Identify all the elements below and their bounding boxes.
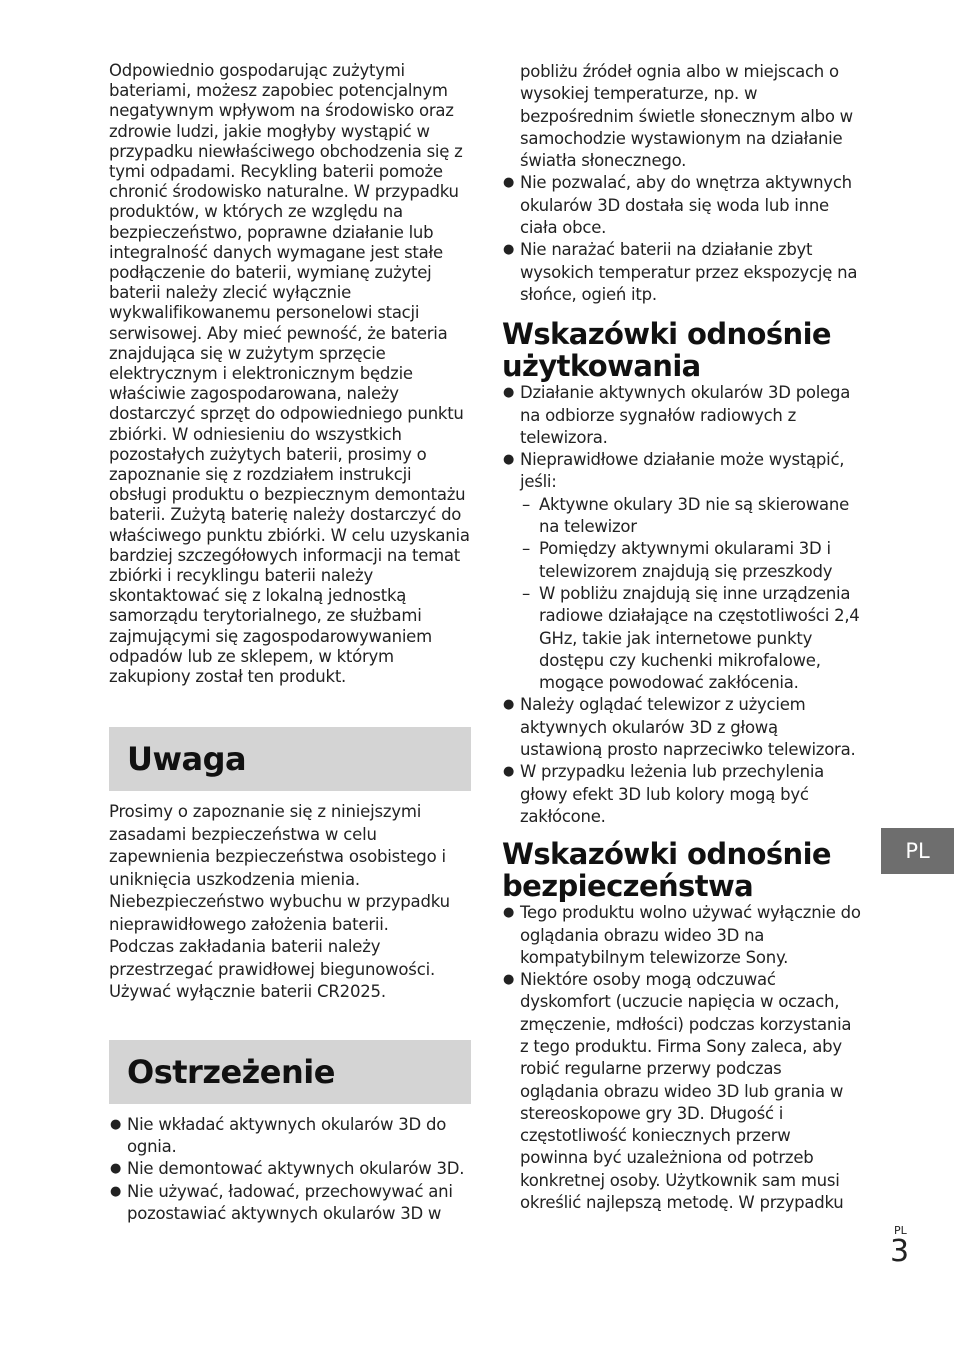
sub-list-item: – Pomiędzy aktywnymi okularami 3D i telewizorem znajdują się przeszkody bbox=[522, 539, 833, 581]
usage-sub-list bbox=[520, 494, 862, 695]
list-item: ● Niektóre osoby mogą odczuwać dyskomfort (uczucie napięcia w oczach, zmęczenie, mdłości) podczas korzystania z tego produktu. Firma Sony zaleca, aby robić regularne przerwy podczas oglądania obrazu wideo 3D lub grania w stereoskopowe gry 3D. Długość i częstotliwość koniecznych przerw powinna być uzależniona od potrzeb konkretnej osoby. Użytkownik sam musi określić najlepszą metodę. W przypadku bbox=[503, 970, 852, 1213]
dash-icon: – bbox=[522, 583, 530, 603]
uwaga-line: uniknięcia uszkodzenia mienia. bbox=[109, 869, 360, 889]
ostrzezenie-header bbox=[109, 1040, 471, 1104]
list-item: ● Nie narażać baterii na działanie zbyt wysokich temperatur przez ekspozycję na słońce, ogień itp. bbox=[503, 240, 858, 304]
battery-recycling-paragraph: Odpowiednio gospodarując zużytymi bateriami, możesz zapobiec potencjalnym negatywnym wpływom na środowisko oraz zdrowie ludzi, jakie mogłyby wystąpić w przypadku niewłaściwego obchodzenia się z tymi odpadami. Recykling baterii pomoże chronić środowisko naturalne. W przypadku produktów, w których ze względu na bezpieczeństwo, poprawne działanie lub integralność danych wymagane jest stałe podłączenie do baterii, wymianę zużytej baterii należy zlecić wyłącznie wykwalifikowanemu personelowi stacji serwisowej. Aby mieć pewność, że bateria znajdująca się w zużytym sprzęcie elektrycznym i elektronicznym będzie właściwie zagospodarowana, należy dostarczyć sprzęt do odpowiedniego punktu zbiórki. W odniesieniu do wszystkich pozostałych zużytych baterii, prosimy o zapoznanie się z rozdziałem instrukcji obsługi produktu o bezpiecznym demontażu baterii. Zużytą baterię należy dostarczyć do właściwego punktu zbiórki. W celu uzyskania bardziej szczegółowych informacji na temat zbiórki i recyklingu baterii należy skontaktować się z lokalną jednostką samorządu terytorialnego, ze służbami zajmującymi się zagospodarowywaniem odpadów lub ze sklepem, w którym zakupiony został ten produkt. bbox=[109, 61, 470, 687]
uwaga-title: Uwaga bbox=[127, 740, 247, 779]
safety-heading: Wskazówki odnośnie bezpieczeństwa bbox=[502, 837, 831, 904]
bullet-icon: ● bbox=[503, 242, 515, 258]
sub-list-item: – W pobliżu znajdują się inne urządzenia radiowe działające na częstotliwości 2,4 GHz, takie jak internetowe punkty dostępu czy kuchenki mikrofalowe, mogące powodować zakłócenia. bbox=[522, 583, 860, 693]
list-item: ● Nie wkładać aktywnych okularów 3D do ognia. bbox=[110, 1114, 447, 1157]
usage-list bbox=[502, 382, 862, 828]
bullet-icon: ● bbox=[110, 1161, 122, 1177]
bullet-icon: ● bbox=[503, 905, 515, 921]
ostrzezenie-list bbox=[109, 1114, 471, 1225]
bullet-icon: ● bbox=[503, 972, 515, 988]
list-item: ● Nieprawidłowe działanie może wystąpić, jeśli: – Aktywne okulary 3D nie są skierowane na telewizor – Pomiędzy aktywnymi okularami 3D i telewizorem znajdują się przeszkody – W pobliżu znajdują się inne urządzenia radiowe działające na częstotliwości 2,4 GHz, takie jak internetowe punkty dostępu czy kuchenki mikrofalowe, mogące powodować zakłócenia. bbox=[502, 449, 862, 694]
uwaga-line: zasadami bezpieczeństwa w celu bbox=[109, 824, 377, 844]
bullet-icon: ● bbox=[503, 385, 515, 401]
list-item: ● Należy oglądać telewizor z użyciem aktywnych okularów 3D z głową ustawioną prosto naprzeciwko telewizora. bbox=[503, 695, 856, 760]
dash-icon: – bbox=[522, 539, 530, 559]
sub-list-item: – Aktywne okulary 3D nie są skierowane na telewizor bbox=[522, 494, 849, 537]
uwaga-line: nieprawidłowego założenia baterii. bbox=[109, 914, 389, 934]
list-item: ● Nie używać, ładować, przechowywać ani pozostawiać aktywnych okularów 3D w bbox=[110, 1181, 453, 1223]
bullet-icon: ● bbox=[503, 764, 515, 780]
uwaga-line: Niebezpieczeństwo wybuchu w przypadku bbox=[109, 892, 450, 912]
uwaga-line: Używać wyłącznie baterii CR2025. bbox=[109, 982, 386, 1002]
ostrzezenie-title: Ostrzeżenie bbox=[127, 1052, 335, 1091]
warning-continuation-list bbox=[502, 61, 862, 306]
dash-icon: – bbox=[522, 494, 530, 514]
left-column bbox=[109, 61, 471, 1225]
bullet-icon: ● bbox=[503, 175, 515, 191]
bullet-icon: ● bbox=[503, 697, 515, 713]
list-item: ● Nie pozwalać, aby do wnętrza aktywnych okularów 3D dostała się woda lub inne ciała obce. bbox=[503, 173, 852, 238]
list-item: ● Tego produktu wolno używać wyłącznie do oglądania obrazu wideo 3D na kompatybilnym telewizorze Sony. bbox=[503, 903, 861, 967]
bullet-icon: ● bbox=[110, 1183, 122, 1199]
right-column bbox=[502, 61, 862, 1214]
list-item: ● W przypadku leżenia lub przechylenia głowy efekt 3D lub kolory mogą być zakłócone. bbox=[503, 762, 825, 826]
list-item: ● Nie demontować aktywnych okularów 3D. bbox=[109, 1158, 471, 1180]
uwaga-line: przestrzegać prawidłowej biegunowości. bbox=[109, 959, 435, 979]
list-item: ● Działanie aktywnych okularów 3D polega na odbiorze sygnałów radiowych z telewizora. bbox=[503, 383, 851, 447]
uwaga-text bbox=[109, 801, 471, 1004]
page-number: 3 bbox=[890, 1234, 910, 1269]
uwaga-line: Podczas zakładania baterii należy bbox=[109, 937, 381, 957]
list-item-continuation: pobliżu źródeł ognia albo w miejscach o wysokiej temperaturze, np. w bezpośrednim świetle słonecznym albo w samochodzie wystawionym na działanie światła słonecznego. bbox=[520, 62, 853, 171]
uwaga-line: Prosimy o zapoznanie się z niniejszymi bbox=[109, 802, 422, 822]
usage-heading: Wskazówki odnośnie użytkowania bbox=[502, 317, 831, 384]
bullet-icon: ● bbox=[110, 1116, 122, 1132]
language-tab: PL bbox=[881, 828, 954, 874]
bullet-icon: ● bbox=[503, 452, 515, 468]
uwaga-line: zapewnienia bezpieczeństwa osobistego i bbox=[109, 847, 446, 867]
safety-list bbox=[502, 902, 862, 1214]
page-lang-code: PL bbox=[894, 1224, 907, 1237]
uwaga-header bbox=[109, 727, 471, 791]
